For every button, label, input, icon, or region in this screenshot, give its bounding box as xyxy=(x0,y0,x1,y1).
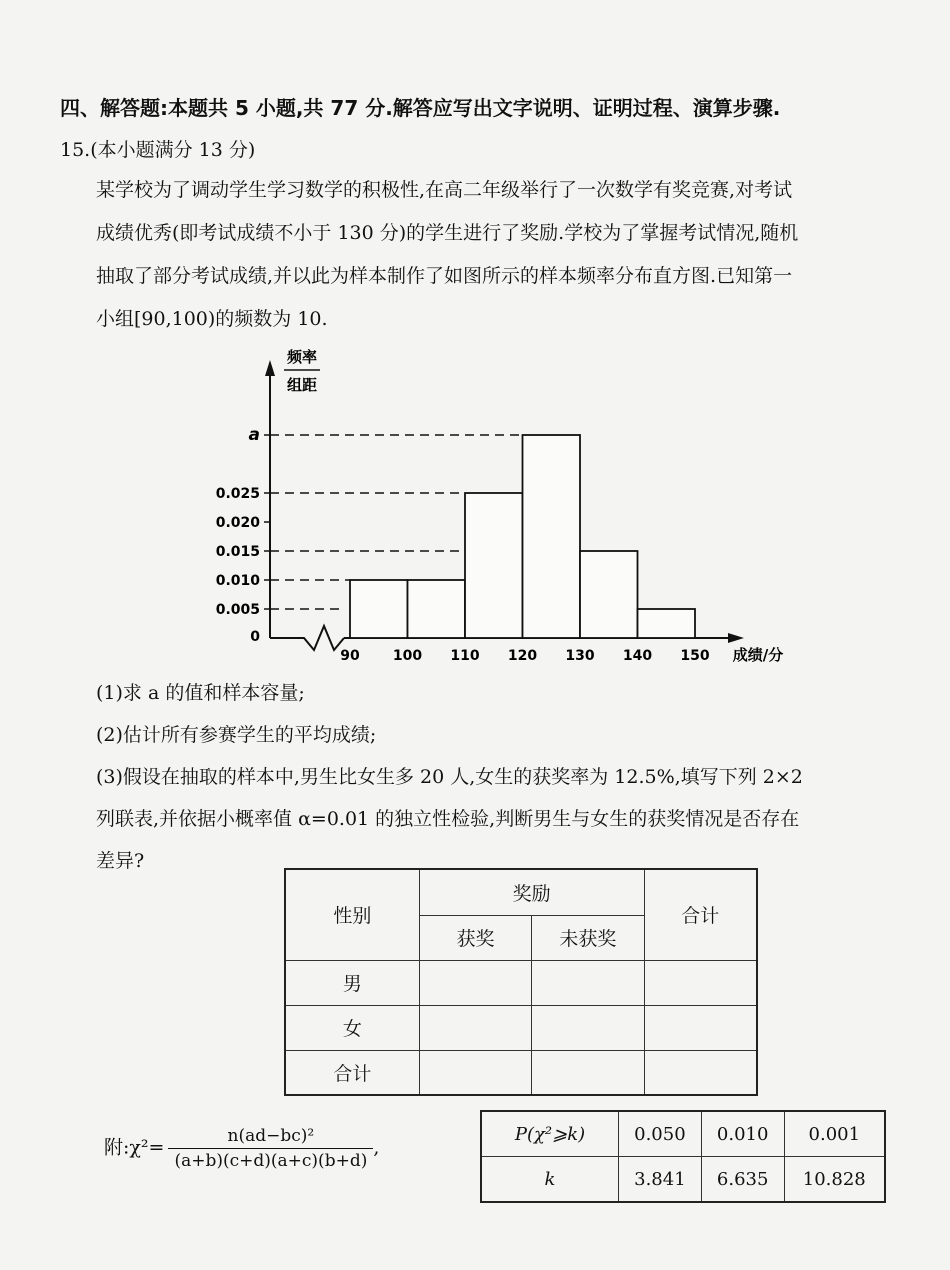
formula-suffix: , xyxy=(373,1136,380,1159)
histogram-bar xyxy=(580,551,638,638)
cell-total-not-awarded xyxy=(532,1050,644,1095)
x-tick-label-7: 150 xyxy=(680,648,710,664)
formula-numerator: n(ad−bc)² xyxy=(227,1126,315,1146)
frequency-histogram xyxy=(200,340,800,670)
formula-fraction xyxy=(168,1126,373,1171)
header-gender: 性别 xyxy=(285,869,419,960)
cell-female-total xyxy=(644,1005,757,1050)
chi-square-formula xyxy=(104,1126,379,1171)
histogram-bar xyxy=(638,609,696,638)
ptable-row2-label: k xyxy=(481,1157,619,1203)
row-label-total: 合计 xyxy=(285,1050,419,1095)
header-award: 奖励 xyxy=(419,869,644,915)
ptable-p-1: 0.050 xyxy=(619,1111,702,1157)
critical-value-table xyxy=(480,1110,886,1203)
histogram-bar xyxy=(523,435,581,638)
contingency-table xyxy=(284,868,758,1096)
y-tick-label-6: a xyxy=(248,425,260,445)
y-tick-label-2: 0.010 xyxy=(215,573,260,589)
x-tick-label-6: 140 xyxy=(622,648,653,664)
paragraph-line-2: 成绩优秀(即考试成绩不小于 130 分)的学生进行了奖励.学校为了掌握考试情况,随机 xyxy=(96,222,799,244)
x-tick-label-2: 100 xyxy=(392,648,423,664)
x-tick-label-5: 130 xyxy=(565,648,595,664)
origin-label: 0 xyxy=(250,629,260,645)
paragraph-line-1: 某学校为了调动学生学习数学的积极性,在高二年级举行了一次数学有奖竞赛,对考试 xyxy=(96,179,793,201)
ptable-k-1: 3.841 xyxy=(619,1157,702,1203)
histogram-bar xyxy=(465,493,523,638)
paragraph-line-3: 抽取了部分考试成绩,并以此为样本制作了如图所示的样本频率分布直方图.已知第一 xyxy=(96,265,793,287)
ptable-p-3: 0.001 xyxy=(784,1111,885,1157)
header-awarded: 获奖 xyxy=(419,915,531,960)
y-axis-arrow xyxy=(265,360,275,376)
part-3-line-3: 差异? xyxy=(96,850,145,872)
cell-male-not-awarded xyxy=(532,960,644,1005)
ptable-k-2: 6.635 xyxy=(701,1157,784,1203)
histogram-bar xyxy=(350,580,408,638)
y-tick-label-1: 0.005 xyxy=(215,602,260,618)
x-tick-label-4: 120 xyxy=(507,648,538,664)
row-label-female: 女 xyxy=(285,1005,419,1050)
ptable-p-2: 0.010 xyxy=(701,1111,784,1157)
cell-male-total xyxy=(644,960,757,1005)
x-axis-break xyxy=(270,626,344,650)
cell-female-not-awarded xyxy=(532,1005,644,1050)
cell-female-awarded xyxy=(419,1005,531,1050)
header-total: 合计 xyxy=(644,869,757,960)
x-axis-arrow xyxy=(728,633,744,643)
y-label-bottom: 组距 xyxy=(286,376,318,394)
header-not-awarded: 未获奖 xyxy=(532,915,644,960)
ptable-row1-label: P(χ²⩾k) xyxy=(481,1111,619,1157)
y-tick-label-3: 0.015 xyxy=(215,544,260,560)
x-axis-label: 成绩/分 xyxy=(732,646,784,664)
y-tick-label-5: 0.025 xyxy=(215,486,260,502)
x-tick-label-3: 110 xyxy=(450,648,480,664)
question-number: 15.(本小题满分 13 分) xyxy=(60,139,256,161)
row-label-male: 男 xyxy=(285,960,419,1005)
part-1: (1)求 a 的值和样本容量; xyxy=(96,682,305,704)
paragraph-line-4: 小组[90,100)的频数为 10. xyxy=(96,308,328,330)
formula-denominator: (a+b)(c+d)(a+c)(b+d) xyxy=(168,1148,373,1171)
section-heading: 四、解答题:本题共 5 小题,共 77 分.解答应写出文字说明、证明过程、演算步骤. xyxy=(60,96,781,120)
y-tick-label-4: 0.020 xyxy=(215,515,260,531)
cell-total-awarded xyxy=(419,1050,531,1095)
part-2: (2)估计所有参赛学生的平均成绩; xyxy=(96,724,377,746)
formula-prefix: 附:χ²= xyxy=(104,1136,165,1159)
y-label-top: 频率 xyxy=(286,348,318,366)
x-tick-label-1: 90 xyxy=(340,648,360,664)
cell-male-awarded xyxy=(419,960,531,1005)
ptable-k-3: 10.828 xyxy=(784,1157,885,1203)
part-3-line-1: (3)假设在抽取的样本中,男生比女生多 20 人,女生的获奖率为 12.5%,填写下列 2×2 xyxy=(96,766,803,788)
cell-total-total xyxy=(644,1050,757,1095)
histogram-bar xyxy=(408,580,466,638)
part-3-line-2: 列联表,并依据小概率值 α=0.01 的独立性检验,判断男生与女生的获奖情况是否存在 xyxy=(96,808,800,830)
